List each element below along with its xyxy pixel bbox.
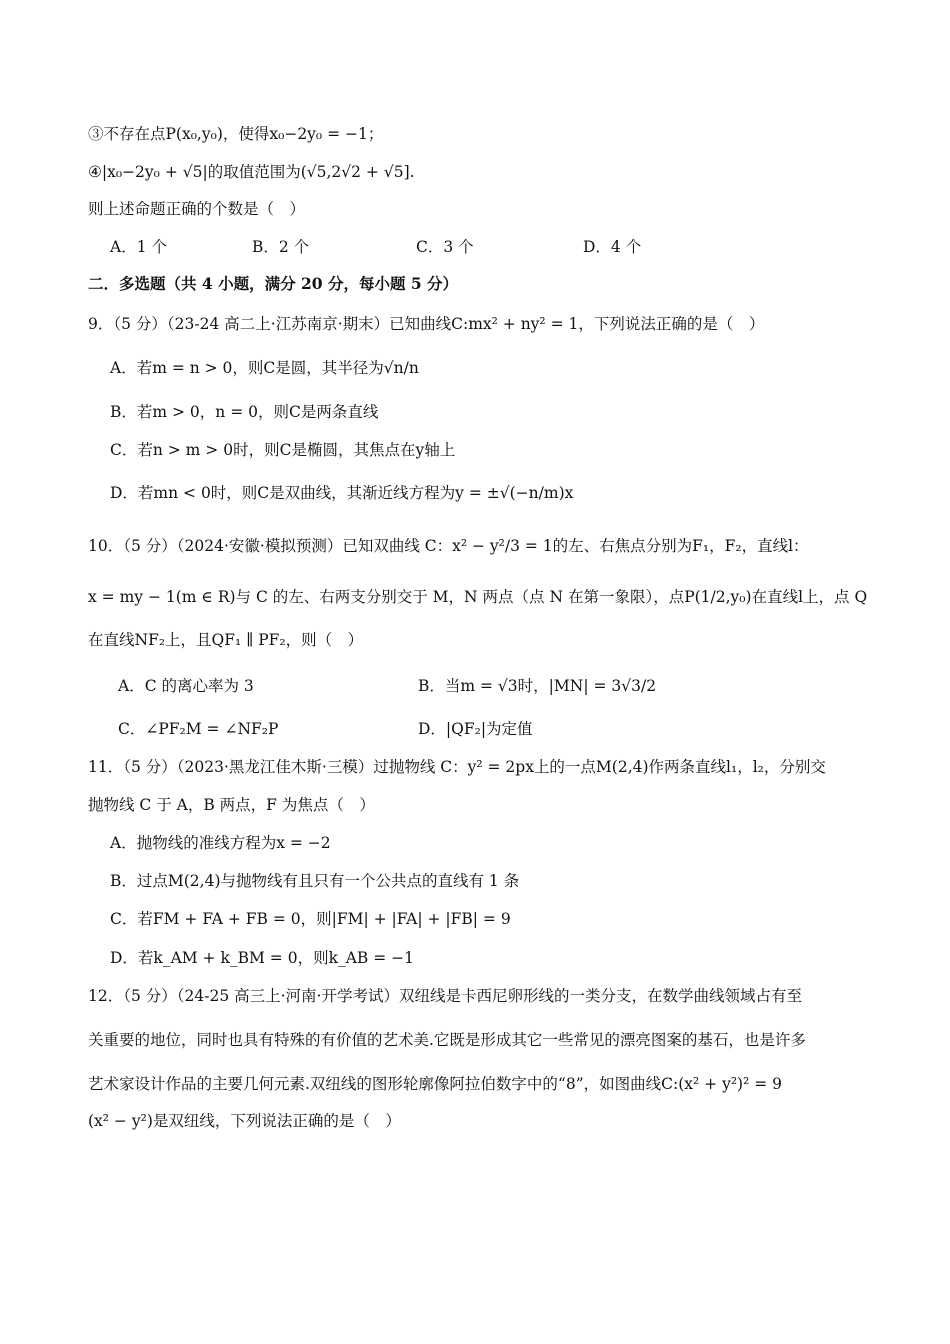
q11-line-1: 11．（5 分）（2023·黑龙江佳木斯·三模）过抛物线 C：y² = 2px上的一点M(2,4)作两条直线l₁，l₂，分别交 — [88, 758, 826, 776]
q11-option-d: D．若k_AM + k_BM = 0，则k_AB = −1 — [110, 949, 414, 967]
q10-option-a: A．C 的离心率为 3 — [118, 677, 254, 695]
q11-line-2: 抛物线 C 于 A，B 两点，F 为焦点（ ） — [88, 796, 375, 814]
q8-option-d: D．4 个 — [583, 238, 642, 256]
q12-line-3: 艺术家设计作品的主要几何元素.双纽线的图形轮廓像阿拉伯数字中的“8”，如图曲线C:(x² + y²)² = 9 — [88, 1075, 782, 1093]
q11-option-b: B．过点M(2,4)与抛物线有且只有一个公共点的直线有 1 条 — [110, 872, 520, 890]
q9-option-b: B．若m > 0，n = 0，则C是两条直线 — [110, 403, 379, 421]
q11-option-a: A．抛物线的准线方程为x = −2 — [110, 834, 331, 852]
q11-option-c: C．若FM + FA + FB = 0，则|FM| + |FA| + |FB| = 9 — [110, 910, 511, 928]
q10-option-c: C．∠PF₂M = ∠NF₂P — [118, 720, 279, 738]
q12-line-4: (x² − y²)是双纽线，下列说法正确的是（ ） — [88, 1112, 401, 1130]
q12-line-2: 关重要的地位，同时也具有特殊的有价值的艺术美.它既是形成其它一些常见的漂亮图案的基石，也是许多 — [88, 1031, 806, 1049]
q8-option-c: C．3 个 — [416, 238, 474, 256]
q12-line-1: 12．（5 分）（24-25 高三上·河南·开学考试）双纽线是卡西尼卵形线的一类分支，在数学曲线领域占有至 — [88, 987, 802, 1005]
q10-option-b: B．当m = √3时，|MN| = 3√3/2 — [418, 677, 657, 695]
q8-option-a: A．1 个 — [110, 238, 167, 256]
section-heading: 二．多选题（共 4 小题，满分 20 分，每小题 5 分） — [88, 274, 459, 293]
q8-ask: 则上述命题正确的个数是（ ） — [88, 200, 306, 218]
q10-line-3: 在直线NF₂上，且QF₁ ∥ PF₂，则（ ） — [88, 631, 364, 649]
q8-item-3: ③不存在点P(x₀,y₀)，使得x₀−2y₀ = −1； — [88, 125, 384, 143]
q9-option-c: C．若n > m > 0时，则C是椭圆，其焦点在y轴上 — [110, 441, 456, 459]
q9-stem: 9．（5 分）（23-24 高二上·江苏南京·期末）已知曲线C:mx² + ny² = 1，下列说法正确的是（ ） — [88, 315, 765, 333]
q10-option-d: D．|QF₂|为定值 — [418, 720, 533, 738]
q8-option-b: B．2 个 — [252, 238, 310, 256]
q8-item-4: ④|x₀−2y₀ + √5|的取值范围为(√5,2√2 + √5]. — [88, 163, 415, 181]
q10-line-2: x = my − 1(m ∈ R)与 C 的左、右两支分别交于 M，N 两点（点 N 在第一象限），点P(1/2,y₀)在直线l上，点 Q — [88, 588, 868, 606]
q10-line-1: 10．（5 分）（2024·安徽·模拟预测）已知双曲线 C：x² − y²/3 = 1的左、右焦点分别为F₁，F₂，直线l： — [88, 537, 809, 555]
q9-option-a: A．若m = n > 0，则C是圆，其半径为√n/n — [110, 359, 419, 377]
q9-option-d: D．若mn < 0时，则C是双曲线，其渐近线方程为y = ±√(−n/m)x — [110, 484, 574, 502]
